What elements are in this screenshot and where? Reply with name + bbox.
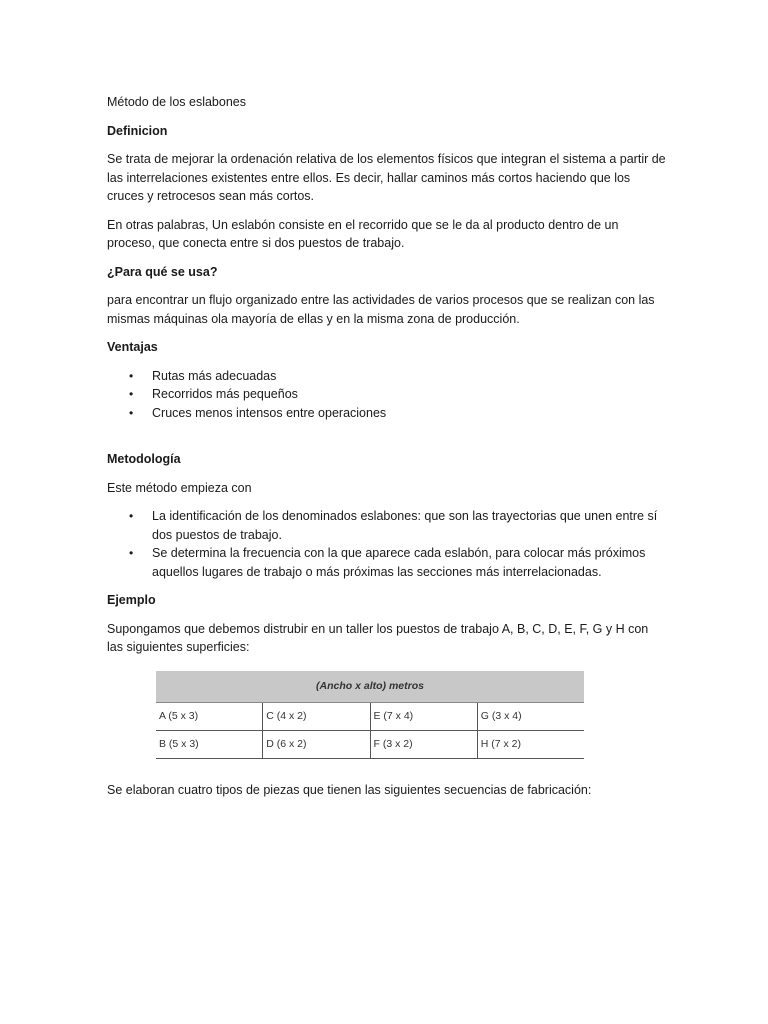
table-cell: D (6 x 2) [263, 730, 370, 758]
advantages-list [107, 367, 667, 423]
definition-paragraph-1: Se trata de mejorar la ordenación relativa de los elementos físicos que integran el sistema a partir de las interrelaciones existentes entre ellos. Es decir, hallar caminos más cortos haciendo que los cruces y retrocesos sean más cortos. [107, 152, 666, 203]
list-item [107, 367, 667, 386]
list-item [107, 404, 667, 423]
usage-text: para encontrar un flujo organizado entre las actividades de varios procesos que se realizan con las mismas máquinas ola mayoría de ellas y en la misma zona de producción. [107, 293, 655, 326]
table-cell: H (7 x 2) [477, 730, 584, 758]
list-item-text: Rutas más adecuadas [152, 368, 277, 383]
table-row [156, 702, 584, 730]
document-content [107, 93, 667, 809]
dimensions-table-wrapper [156, 671, 584, 759]
methodology-intro: Este método empieza con [107, 480, 252, 495]
example-heading: Ejemplo [107, 593, 156, 607]
bullet-icon: • [129, 368, 134, 383]
table-row [156, 730, 584, 758]
table-cell: F (3 x 2) [370, 730, 477, 758]
table-cell: C (4 x 2) [263, 702, 370, 730]
table-cell: G (3 x 4) [477, 702, 584, 730]
dimensions-table [156, 671, 584, 759]
table-cell: E (7 x 4) [370, 702, 477, 730]
bullet-icon: • [129, 546, 134, 560]
document-title: Método de los eslabones [107, 95, 246, 109]
sequences-intro: Se elaboran cuatro tipos de piezas que tienen las siguientes secuencias de fabricación: [107, 782, 592, 797]
advantages-heading: Ventajas [107, 340, 158, 354]
table-header: (Ancho x alto) metros [156, 671, 584, 703]
list-item-text: Recorridos más pequeños [152, 387, 298, 401]
list-item [107, 544, 667, 581]
definition-heading: Definicion [107, 123, 168, 138]
methodology-heading: Metodología [107, 452, 181, 466]
bullet-icon: • [129, 405, 134, 420]
list-item-text: La identificación de los denominados eslabones: que son las trayectorias que unen entre sí dos puestos de trabajo. [152, 509, 658, 542]
methodology-list [107, 507, 667, 581]
spacer [107, 432, 667, 450]
bullet-icon: • [129, 387, 134, 401]
list-item [107, 507, 667, 544]
bullet-icon: • [129, 509, 134, 523]
list-item-text: Cruces menos intensos entre operaciones [152, 405, 387, 420]
usage-heading: ¿Para qué se usa? [107, 264, 218, 279]
list-item [107, 385, 667, 404]
list-item-text: Se determina la frecuencia con la que aparece cada eslabón, para colocar más próximos aquellos lugares de trabajo o más próximas las secciones más interrelacionadas. [152, 546, 646, 579]
table-cell: A (5 x 3) [156, 702, 263, 730]
table-cell: B (5 x 3) [156, 730, 263, 758]
example-intro: Supongamos que debemos distrubir en un taller los puestos de trabajo A, B, C, D, E, F, G y H con las siguientes superficies: [107, 621, 649, 654]
definition-paragraph-2: En otras palabras, Un eslabón consiste en el recorrido que se le da al producto dentro de un proceso, que conecta entre si dos puestos de trabajo. [107, 217, 619, 250]
